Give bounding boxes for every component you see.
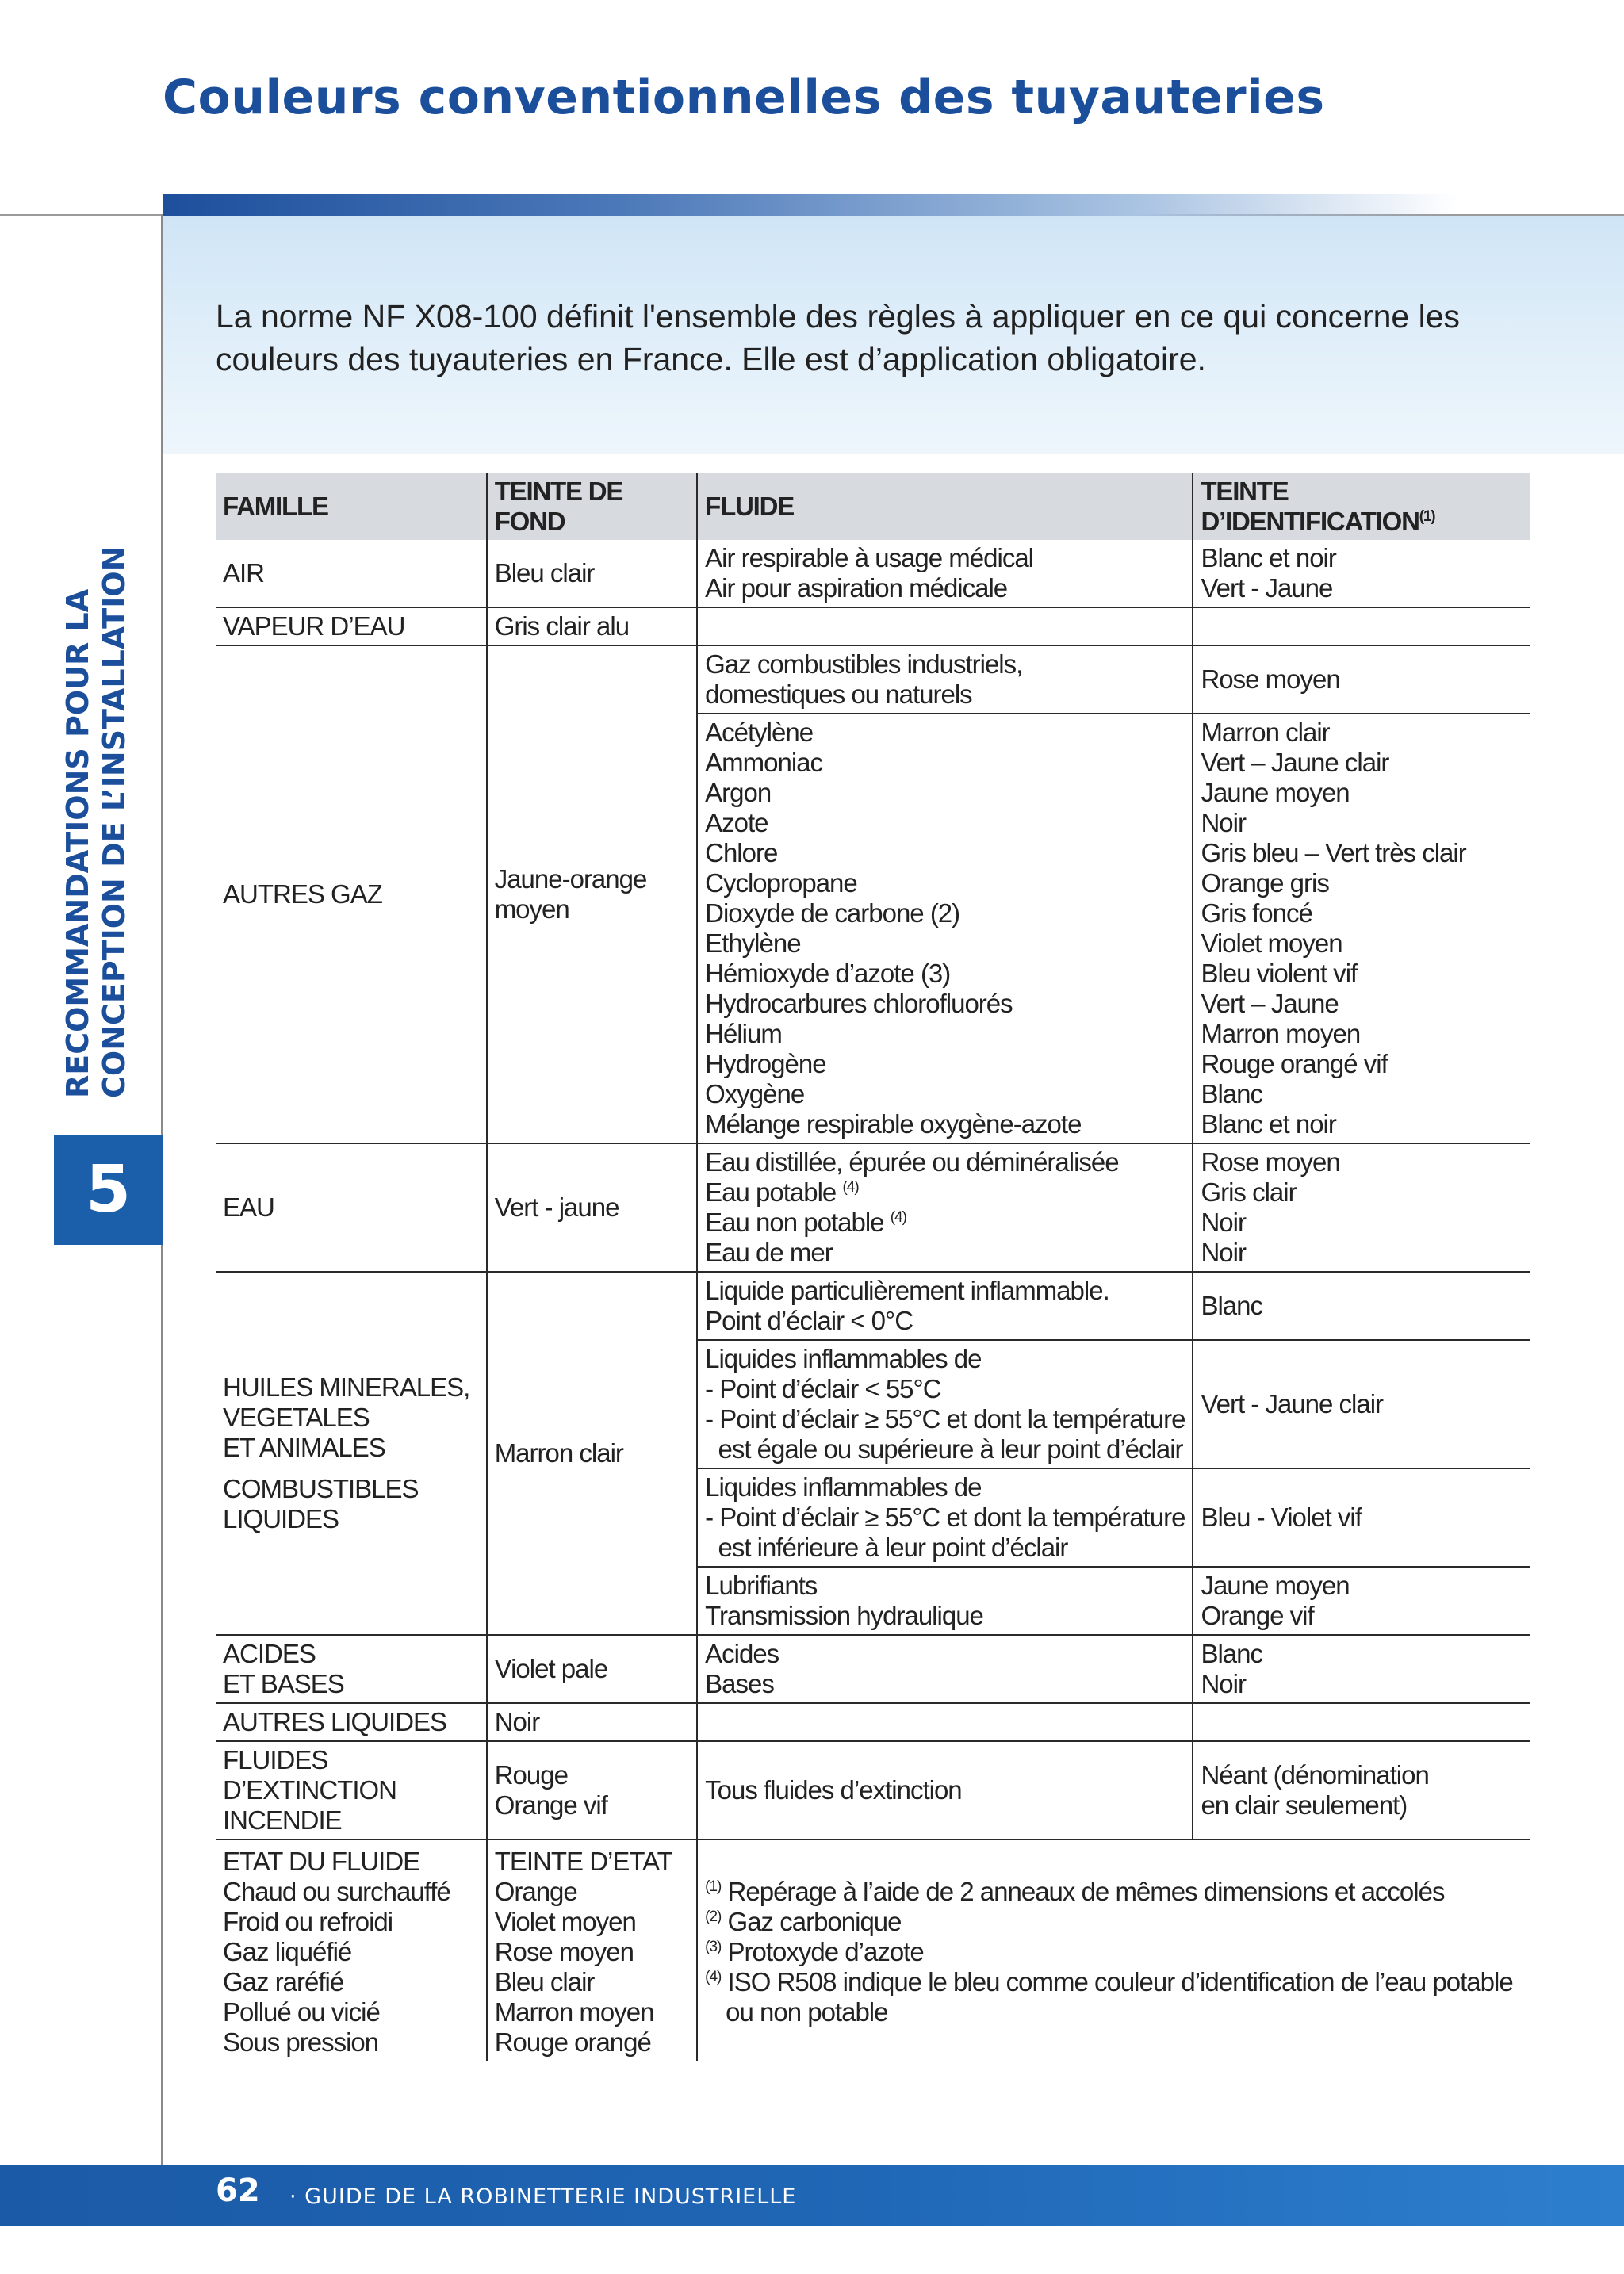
chapter-number: 5 — [54, 1135, 163, 1245]
autres-gaz-fond: Jaune-orange moyen — [487, 645, 697, 1143]
gaz-combustibles-id: Rose moyen — [1193, 645, 1530, 714]
autres-gaz-fluides: Acétylène Ammoniac Argon Azote Chlore Cyclopropane Dioxyde de carbone (2) Ethylène Hémioxyde d’azote (3) Hydrocarbures chlorofluorés Hélium Hydrogène Oxygène Mélange respirable oxygène-azote — [697, 714, 1193, 1143]
eau-fond: Vert - jaune — [487, 1143, 697, 1272]
page-footer — [0, 2165, 1624, 2226]
autres-liquides-fluide — [697, 1703, 1193, 1741]
huiles-r1-fluides: Liquide particulièrement inflammable. Point d’éclair < 0°C — [697, 1272, 1193, 1340]
extinction-fluide: Tous fluides d’extinction — [697, 1741, 1193, 1839]
acides-fond: Violet pale — [487, 1635, 697, 1703]
footnote-4: $^{(4)}$ ISO R508 indique le bleu comme couleur d’identification de l’eau potable — [705, 1967, 1513, 1996]
etat-famille: ETAT DU FLUIDE Chaud ou surchauffé Froid ou refroidi Gaz liquéfié Gaz raréfié Pollué ou vicié Sous pression — [223, 1847, 450, 2057]
huiles-famille: HUILES MINERALES, VEGETALES ET ANIMALES COMBUSTIBLES LIQUIDES — [216, 1272, 487, 1635]
vapeur-famille: VAPEUR D’EAU — [216, 607, 487, 645]
page-number: 62 — [216, 2173, 260, 2209]
air-fluides: Air respirable à usage médical Air pour aspiration médicale — [697, 540, 1193, 607]
table-row-autres-liquides — [216, 1703, 1530, 1741]
side-title-line2: CONCEPTION DE L’INSTALLATION — [97, 546, 132, 1098]
side-title-line1: RECOMMANDATIONS POUR LA — [60, 588, 95, 1098]
extinction-famille: FLUIDES D’EXTINCTION INCENDIE — [216, 1741, 487, 1839]
autres-liquides-fond: Noir — [487, 1703, 697, 1741]
vapeur-id — [1193, 607, 1530, 645]
table-row-acides — [216, 1635, 1530, 1703]
vapeur-fluide — [697, 607, 1193, 645]
huiles-r2-id: Vert - Jaune clair — [1193, 1340, 1530, 1468]
footnote-1: $^{(1)}$ Repérage à l’aide de 2 anneaux de mêmes dimensions et accolés — [705, 1877, 1445, 1906]
autres-gaz-ids: Marron clair Vert – Jaune clair Jaune moyen Noir Gris bleu – Vert très clair Orange gris Gris foncé Violet moyen Bleu violent vif Vert – Jaune Marron moyen Rouge orangé vif Blanc Blanc et noir — [1193, 714, 1530, 1143]
acides-fluides: Acides Bases — [697, 1635, 1193, 1703]
acides-famille: ACIDES ET BASES — [216, 1635, 487, 1703]
footnote-2: $^{(2)}$ Gaz carbonique — [705, 1907, 902, 1936]
huiles-fond: Marron clair — [487, 1272, 697, 1635]
huiles-r3-id: Bleu - Violet vif — [1193, 1468, 1530, 1567]
section-side-title — [59, 546, 132, 1098]
air-ids: Blanc et noir Vert - Jaune — [1193, 540, 1530, 607]
table-header-row — [216, 473, 1530, 540]
table-row-etat — [216, 1839, 1530, 2061]
huiles-r4-ids: Jaune moyen Orange vif — [1193, 1567, 1530, 1635]
table-row-huiles-1 — [216, 1272, 1530, 1340]
guide-title: · GUIDE DE LA ROBINETTERIE INDUSTRIELLE — [289, 2184, 797, 2209]
table-row-eau — [216, 1143, 1530, 1272]
eau-ids: Rose moyen Gris clair Noir Noir — [1193, 1143, 1530, 1272]
extinction-fond: Rouge Orange vif — [487, 1741, 697, 1839]
autres-liquides-id — [1193, 1703, 1530, 1741]
huiles-r3-fluides: Liquides inflammables de - Point d’éclair ≥ 55°C et dont la température est inférieure à leur point d’éclair — [697, 1468, 1193, 1567]
autres-gaz-famille: AUTRES GAZ — [216, 645, 487, 1143]
huiles-r1-id: Blanc — [1193, 1272, 1530, 1340]
footnote-3: $^{(3)}$ Protoxyde d’azote — [705, 1937, 924, 1966]
header-teinte-identification: TEINTE D’IDENTIFICATION$^{(1)}$ — [1193, 473, 1530, 540]
intro-text: La norme NF X08-100 définit l'ensemble des règles à appliquer en ce qui concerne les couleurs des tuyauteries en France. Elle est d’application obligatoire. — [216, 298, 1461, 377]
vapeur-fond: Gris clair alu — [487, 607, 697, 645]
header-famille: FAMILLE — [216, 473, 487, 540]
huiles-r2-fluides: Liquides inflammables de - Point d’éclair < 55°C - Point d’éclair ≥ 55°C et dont la température est égale ou supérieure à leur point d’éclair — [697, 1340, 1193, 1468]
air-fond: Bleu clair — [487, 540, 697, 607]
huiles-r4-fluides: Lubrifiants Transmission hydraulique — [697, 1567, 1193, 1635]
table-row-air — [216, 540, 1530, 607]
table-row-autres-gaz-1 — [216, 645, 1530, 714]
footnote-4-continued: ou non potable — [726, 1997, 888, 2027]
table-footnotes — [697, 1839, 1530, 2061]
pipe-colors-table — [216, 473, 1530, 2061]
page-title: Couleurs conventionnelles des tuyauteries — [163, 70, 1325, 125]
header-teinte-fond: TEINTE DE FOND — [487, 473, 697, 540]
table-row-vapeur — [216, 607, 1530, 645]
table-row-extinction — [216, 1741, 1530, 1839]
header-fluide: FLUIDE — [697, 473, 1193, 540]
eau-fluides: Eau distillée, épurée ou déminéralisée Eau potable $^{(4)}$ Eau non potable $^{(4)}$ Eau de mer — [697, 1143, 1193, 1272]
gaz-combustibles-fluide: Gaz combustibles industriels, domestiques ou naturels — [697, 645, 1193, 714]
air-famille: AIR — [216, 540, 487, 607]
acides-ids: Blanc Noir — [1193, 1635, 1530, 1703]
autres-liquides-famille: AUTRES LIQUIDES — [216, 1703, 487, 1741]
eau-famille: EAU — [216, 1143, 487, 1272]
extinction-ids: Néant (dénomination en clair seulement) — [1193, 1741, 1530, 1839]
header-gradient-bar — [163, 194, 1459, 216]
etat-teinte: TEINTE D’ETAT Orange Violet moyen Rose moyen Bleu clair Marron moyen Rouge orangé — [487, 1839, 697, 2061]
